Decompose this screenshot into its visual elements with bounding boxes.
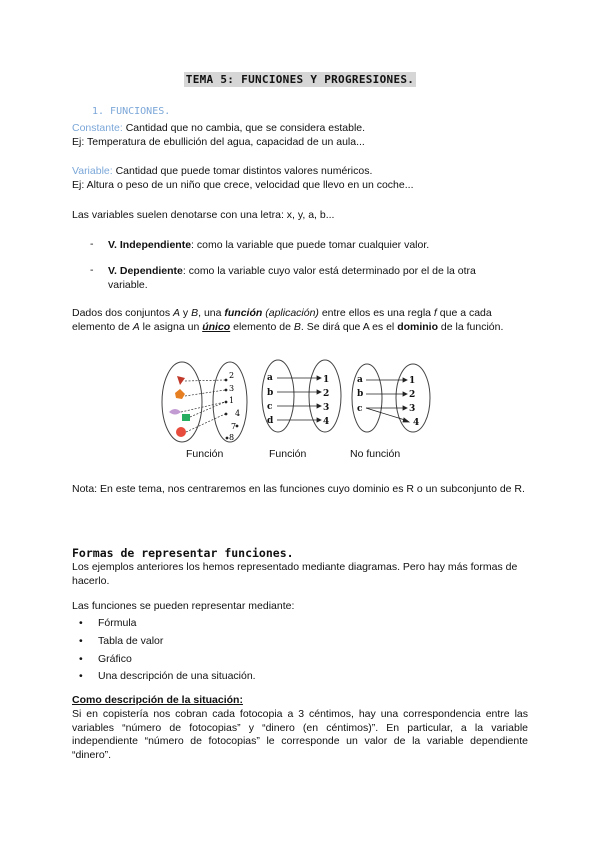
b5-label: 7 [231, 422, 237, 431]
red-circle-icon [176, 427, 186, 437]
2-label: 2 [409, 390, 416, 400]
d-label: d [267, 416, 274, 426]
descripcion-heading: Como descripción de la situación: [72, 694, 243, 706]
c-label: c [267, 402, 273, 412]
variables-letters: Las variables suelen denotarse con una letra: x, y, a, b... [72, 209, 335, 221]
function-diagrams [155, 356, 445, 448]
bullet-mark: • [79, 670, 83, 682]
nota: Nota: En este tema, nos centraremos en las funciones cuyo dominio es R o un subconjunto de R. [72, 483, 525, 495]
dash-item-independiente: V. Independiente: como la variable que puede tomar cualquier valor. [108, 239, 430, 251]
3-label: 3 [323, 403, 330, 413]
b6-label: 8 [229, 433, 235, 442]
bullet-mark: • [79, 653, 83, 665]
4-label: 4 [323, 417, 330, 427]
section-heading-funciones: 1. FUNCIONES. [92, 106, 171, 117]
2-label: 2 [323, 389, 330, 399]
descripcion-text: Si en copistería nos cobran cada fotocopia a 3 céntimos, hay una correspondencia entre las variables “número de fotocopias” y “dinero (en céntimos)”. En particular, a la variable independiente “número de fotocopias” le corresponde un valor de la variable dependiente “dinero”. [72, 708, 528, 761]
formas-heading: Formas de representar funciones. [72, 546, 294, 560]
page-title: TEMA 5: FUNCIONES Y PROGRESIONES. [185, 73, 415, 86]
caption-no-funcion: No función [350, 448, 401, 460]
mediante-text: Las funciones se pueden representar mediante: [72, 600, 295, 612]
purple-leaf-icon [169, 409, 181, 415]
c-label: c [357, 404, 363, 414]
b-label: b [267, 388, 274, 398]
1-label: 1 [323, 375, 330, 385]
diagram-2 [262, 360, 341, 432]
bullet-grafico: Gráfico [98, 653, 132, 665]
bullet-mark: • [79, 617, 83, 629]
b1-label: 2 [229, 371, 235, 380]
constante-example: Ej: Temperatura de ebullición del agua, capacidad de un aula... [72, 136, 365, 148]
red-triangle-icon [177, 376, 185, 385]
dash-item-dependiente: V. Dependiente: como la variable cuyo valor está determinado por el de la otra variable. [108, 265, 476, 291]
bullet-descripcion: Una descripción de una situación. [98, 670, 256, 682]
caption-funcion-1: Función [186, 448, 224, 460]
dash-mark: - [90, 238, 94, 250]
bullet-tabla: Tabla de valor [98, 635, 164, 647]
a-label: a [357, 375, 363, 385]
b-label: b [357, 389, 364, 399]
caption-funcion-2: Función [269, 448, 307, 460]
b4-label: 4 [235, 409, 241, 418]
variable-definition: Variable: Cantidad que puede tomar distintos valores numéricos. [72, 165, 373, 177]
orange-shape-icon [175, 389, 185, 399]
1-label: 1 [409, 376, 416, 386]
dash-mark: - [90, 264, 94, 276]
diagram-3 [352, 364, 430, 432]
b3-label: 1 [229, 396, 235, 405]
diagram-1 [162, 362, 247, 442]
variable-example: Ej: Altura o peso de un niño que crece, velocidad que llevo en un coche... [72, 179, 414, 191]
function-definition: Dados dos conjuntos A y B, una función (aplicación) entre ellos es una regla f que a cada elemento de A le asigna un único elemento de B. Se dirá que A es el dominio de la función. [72, 307, 504, 333]
3-label: 3 [409, 404, 416, 414]
b2-label: 3 [229, 384, 235, 393]
4-label: 4 [413, 418, 420, 428]
formas-paragraph: Los ejemplos anteriores los hemos representado mediante diagramas. Pero hay más formas de hacerlo. [72, 561, 518, 587]
bullet-formula: Fórmula [98, 617, 137, 629]
constante-definition: Constante: Cantidad que no cambia, que se considera estable. [72, 122, 366, 134]
green-square-icon [182, 414, 190, 421]
bullet-mark: • [79, 635, 83, 647]
a-label: a [267, 373, 273, 383]
